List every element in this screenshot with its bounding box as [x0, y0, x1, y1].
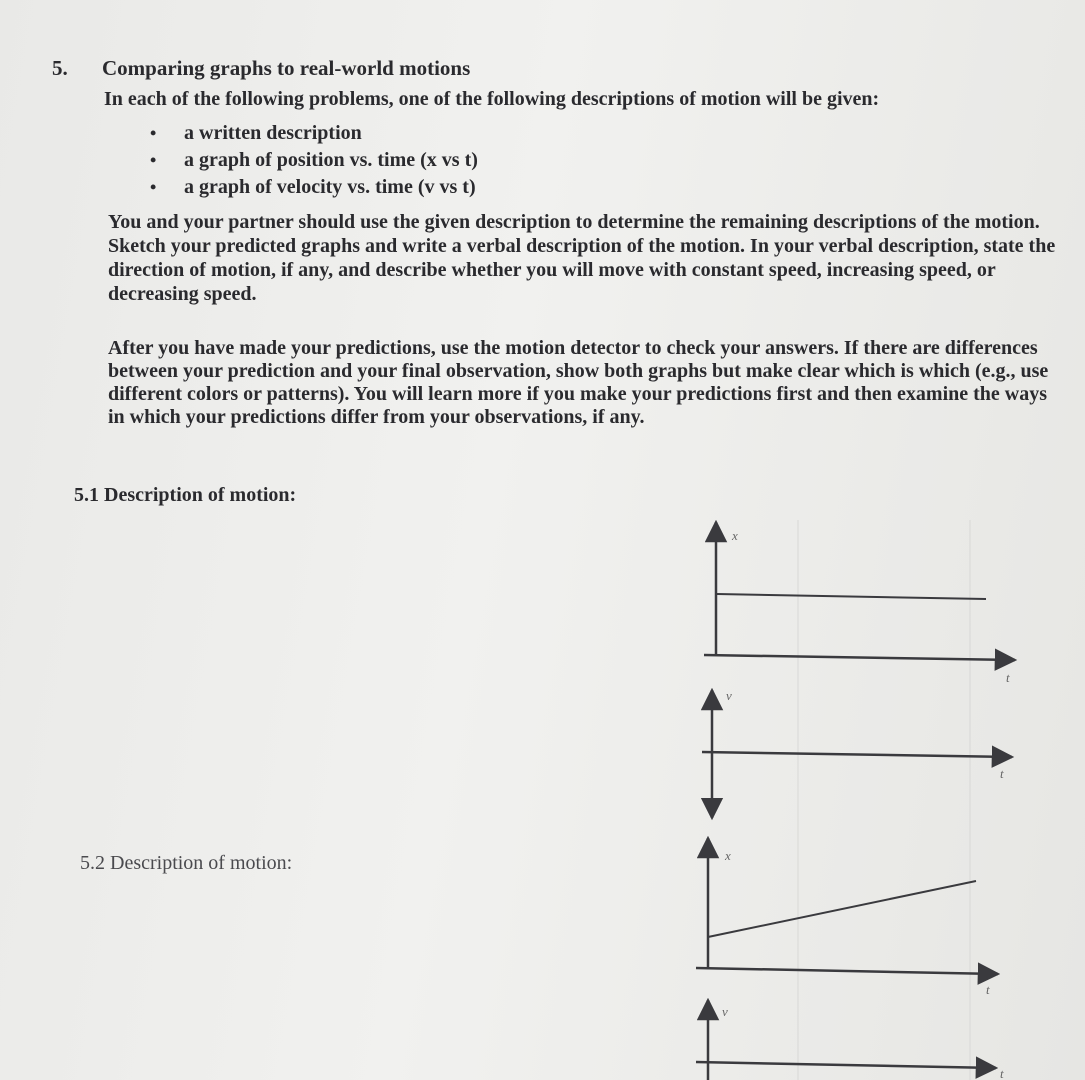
section-5-1-label: 5.1 Description of motion: [74, 484, 297, 506]
graph-5-1-position[interactable] [704, 522, 1015, 685]
graph-5-2-velocity[interactable] [696, 1000, 1004, 1080]
list-item-text: a graph of velocity vs. time (v vs t) [184, 176, 476, 198]
x-axis-label: t [986, 982, 990, 997]
graph-5-2-position[interactable] [696, 838, 998, 997]
list-item-text: a written description [184, 122, 362, 144]
bullet-icon: • [150, 123, 157, 143]
position-line [708, 881, 976, 937]
intro-text: In each of the following problems, one of the following descriptions of motion will be given: [104, 88, 880, 110]
x-axis-label: t [1000, 1066, 1004, 1080]
problem-number: 5. [52, 56, 68, 80]
x-axis [696, 968, 998, 974]
y-axis-label: v [726, 688, 732, 703]
graph-5-1-velocity[interactable] [702, 688, 1012, 818]
verification-paragraph: After you have made your predictions, use the motion detector to check your answers. If there are differences between your prediction and your final observation, show both graphs but make clear which is which (e.g., use different colors or patterns). You will learn more if you make your predictions first and then examine the ways in which your predictions differ from your observations, if any. [108, 337, 1049, 428]
instructions-paragraph: You and your partner should use the given description to determine the remaining descriptions of the motion. Sketch your predicted graphs and write a verbal description of the motion. In your verbal description, state the direction of motion, if any, and describe whether you will move with constant speed, increasing speed, or decreasing speed. [108, 211, 1056, 305]
x-axis [702, 752, 1012, 757]
section-5-2-label: 5.2 Description of motion: [80, 852, 293, 874]
y-axis-label: x [732, 528, 738, 543]
y-axis-label: v [722, 1004, 728, 1019]
position-line [717, 594, 986, 599]
y-axis-label: x [725, 848, 731, 863]
x-axis-label: t [1006, 670, 1010, 685]
problem-title: Comparing graphs to real-world motions [102, 56, 471, 80]
x-axis [704, 655, 1015, 660]
grid-lines [798, 520, 970, 1080]
list-item-text: a graph of position vs. time (x vs t) [184, 149, 478, 171]
x-axis [696, 1062, 996, 1068]
x-axis-label: t [1000, 766, 1004, 781]
bullet-icon: • [150, 150, 157, 170]
bullet-icon: • [150, 177, 157, 197]
